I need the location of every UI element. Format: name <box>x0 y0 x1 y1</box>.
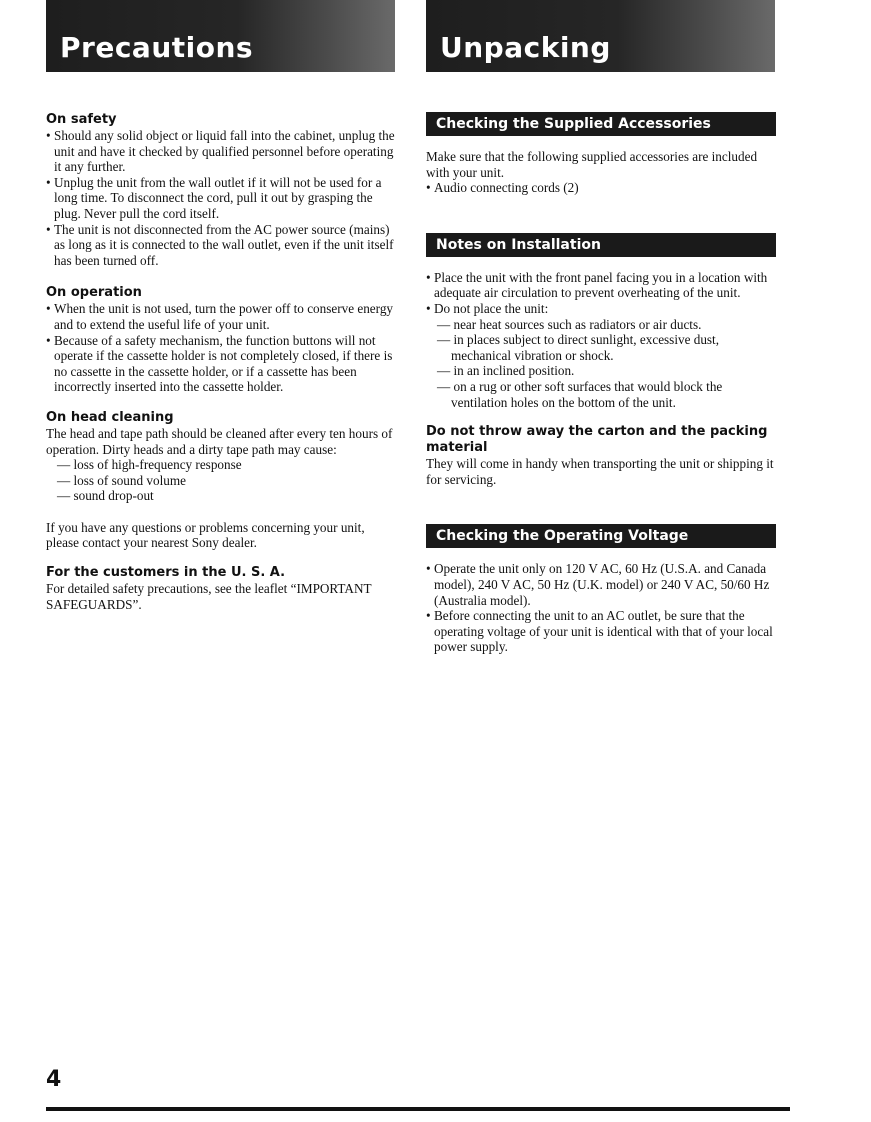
precautions-banner <box>46 0 395 72</box>
on-safety-heading: On safety <box>46 112 117 127</box>
accessories-section-bar: Checking the Supplied Accessories <box>426 112 776 136</box>
safety-bullet-3: • The unit is not disconnected from the AC power source (mains) as long as it is connected to the wall outlet, even if the unit itself has been turned off. <box>46 222 396 269</box>
installation-dash-3: — in an inclined position. <box>426 363 776 379</box>
installation-dash-1: — near heat sources such as radiators or air ducts. <box>426 317 776 333</box>
carton-heading: Do not throw away the carton and the packing material <box>426 424 768 456</box>
installation-section-bar: Notes on Installation <box>426 233 776 257</box>
head-cleaning-text: The head and tape path should be cleaned after every ten hours of operation. Dirty heads and a dirty tape path may cause: <box>46 425 393 457</box>
safety-bullet-1: • Should any solid object or liquid fall into the cabinet, unplug the unit and have it checked by qualified personnel before operating it any further. <box>46 128 396 175</box>
installation-bullet-1: • Place the unit with the front panel facing you in a location with adequate air circulation to prevent overheating of the unit. <box>426 270 776 301</box>
operation-bullet-2: • Because of a safety mechanism, the function buttons will not operate if the cassette holder is not completely closed, if there is no cassette in the cassette holder, or if a cassette has been incorrectly inserted into the cassette holder. <box>46 333 396 395</box>
head-cleaning-dash-3: — sound drop-out <box>46 488 396 504</box>
accessories-text: Make sure that the following supplied accessories are included with your unit. <box>426 149 758 180</box>
dealer-text: If you have any questions or problems concerning your unit, please contact your nearest Sony dealer. <box>46 519 365 551</box>
on-operation-heading: On operation <box>46 285 142 301</box>
precautions-title: Precautions <box>60 31 254 64</box>
on-head-cleaning-heading: On head cleaning <box>46 409 174 425</box>
bottom-rule <box>46 1107 790 1111</box>
operation-bullet-1: • When the unit is not used, turn the power off to conserve energy and to extend the useful life of your unit. <box>46 301 396 332</box>
unpacking-banner <box>426 0 775 72</box>
head-cleaning-dash-1: — loss of high-frequency response <box>46 457 396 473</box>
installation-dash-2: — in places subject to direct sunlight, excessive dust, mechanical vibration or shock. <box>426 332 776 363</box>
precautions-column <box>46 112 396 612</box>
voltage-bullet-2: • Before connecting the unit to an AC outlet, be sure that the operating voltage of your unit is identical with that of your local power supply. <box>426 608 776 655</box>
unpacking-title: Unpacking <box>440 31 611 64</box>
carton-text: They will come in handy when transporting the unit or shipping it for servicing. <box>426 456 774 487</box>
voltage-bullet-1: • Operate the unit only on 120 V AC, 60 Hz (U.S.A. and Canada model), 240 V AC, 50 Hz (U.K. model) or 240 V AC, 50/60 Hz (Australia model). <box>426 561 776 608</box>
page-number: 4 <box>46 1067 62 1092</box>
installation-bullet-2: • Do not place the unit: <box>426 301 776 317</box>
accessories-bullet-1: • Audio connecting cords (2) <box>426 180 776 196</box>
voltage-section-bar: Checking the Operating Voltage <box>426 524 776 548</box>
usa-customers-heading: For the customers in the U. S. A. <box>46 565 286 581</box>
usa-customers-text: For detailed safety precautions, see the leaflet “IMPORTANT SAFEGUARDS”. <box>46 581 372 612</box>
unpacking-column <box>426 112 776 655</box>
installation-dash-4: — on a rug or other soft surfaces that would block the ventilation holes on the bottom of the unit. <box>426 379 776 410</box>
safety-bullet-2: • Unplug the unit from the wall outlet if it will not be used for a long time. To disconnect the cord, pull it out by grasping the plug. Never pull the cord itself. <box>46 175 396 222</box>
head-cleaning-dash-2: — loss of sound volume <box>46 473 396 489</box>
